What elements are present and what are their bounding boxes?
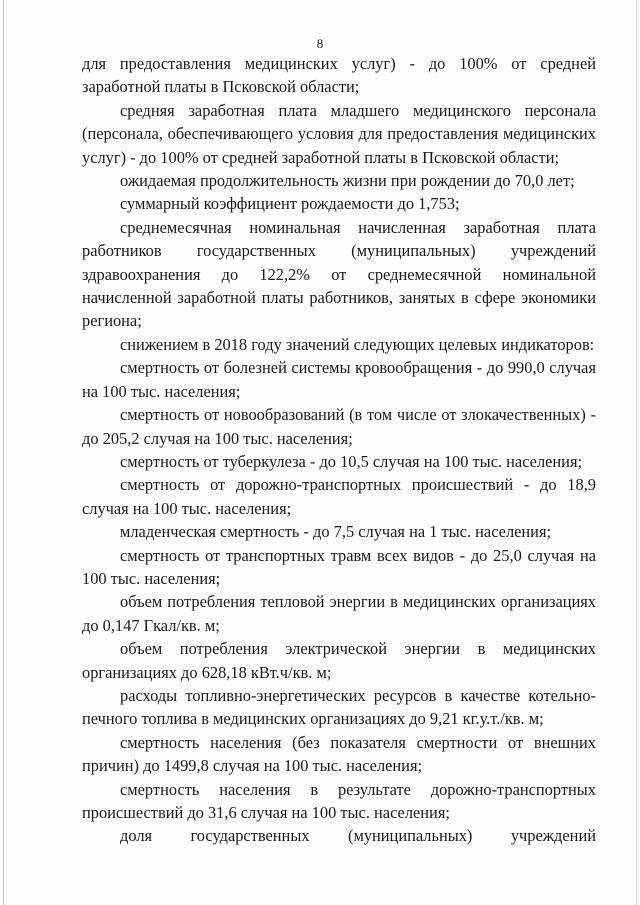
page-number: 8: [316, 36, 324, 51]
paragraph: объем потребления тепловой энергии в медицинских организациях до 0,147 Гкал/кв. м;: [82, 592, 596, 635]
paragraph: смертность населения (без показателя смертности от внешних причин) до 1499,8 случая на 100 тыс. населения;: [82, 732, 596, 776]
paragraph: снижением в 2018 году значений следующих целевых индикаторов:: [120, 334, 595, 354]
paragraph: смертность от дорожно-транспортных происшествий - до 18,9 случая на 100 тыс. населения;: [82, 475, 596, 518]
document-body: [82, 52, 596, 848]
paragraph: доля государственных (муниципальных) учреждений: [120, 826, 596, 846]
paragraph: среднемесячная номинальная начисленная заработная плата работников государственных (муниципальных) учреждений здравоохранения до 122,2% от среднемесячной номинальной начисленной заработной платы работников, занятых в сфере экономики региона;: [82, 217, 596, 331]
paragraph: смертность от новообразований (в том числе от злокачественных) - до 205,2 случая на 100 тыс. населения;: [82, 405, 596, 448]
paragraph: смертность от болезней системы кровообращения - до 990,0 случая на 100 тыс. населения;: [82, 358, 596, 401]
paragraph: средняя заработная плата младшего медицинского персонала (персонала, обеспечивающего условия для предоставления медицинских услуг) - до 100% от средней заработной платы в Псковской области;: [82, 100, 596, 167]
paragraph: смертность от транспортных травм всех видов - до 25,0 случая на 100 тыс. населения;: [82, 545, 596, 588]
paragraph: младенческая смертность - до 7,5 случая на 1 тыс. населения;: [120, 522, 552, 542]
scan-edge-left: [3, 0, 4, 905]
paragraph: смертность населения в результате дорожно-транспортных происшествий до 31,6 случая на 100 тыс. населения;: [82, 779, 596, 822]
paragraph: суммарный коэффициент рождаемости до 1,753;: [120, 194, 460, 214]
paragraph: объем потребления электрической энергии в медицинских организациях до 628,18 кВт.ч/кв. м;: [82, 639, 596, 682]
paragraph: расходы топливно-энергетических ресурсов в качестве котельно-печного топлива в медицинских организациях до 9,21 кг.у.т./кв. м;: [82, 685, 596, 729]
scan-edge-right: [636, 0, 637, 905]
paragraph: ожидаемая продолжительность жизни при рождении до 70,0 лет;: [120, 171, 575, 191]
paragraph: для предоставления медицинских услуг) - до 100% от средней заработной платы в Псковской области;: [82, 54, 596, 97]
paragraph: смертность от туберкулеза - до 10,5 случая на 100 тыс. населения;: [120, 451, 583, 471]
